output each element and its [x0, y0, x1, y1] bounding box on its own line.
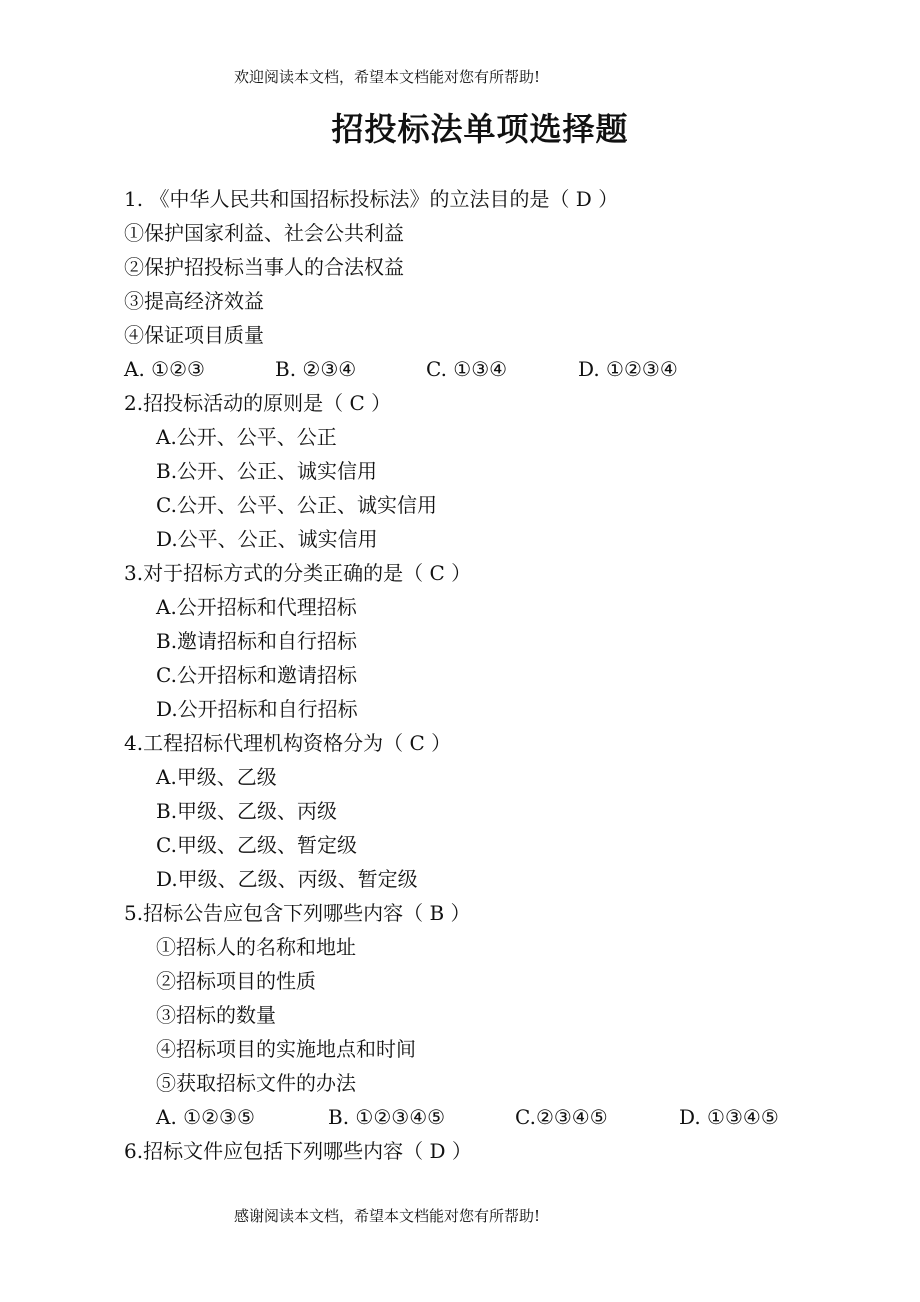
- choice-d: D. ①③④⑤: [679, 1105, 779, 1129]
- question-4-option: C.甲级、乙级、暂定级: [156, 833, 357, 857]
- question-list: [124, 182, 844, 1168]
- choice-a: A. ①②③: [124, 357, 205, 381]
- header-note: 欢迎阅读本文档，希望本文档能对您有所帮助!: [234, 68, 541, 86]
- question-3-option: D.公开招标和自行招标: [156, 697, 358, 721]
- question-2-option: A.公开、公平、公正: [156, 425, 337, 449]
- question-1-choices: [124, 352, 844, 386]
- footer-note: 感谢阅读本文档，希望本文档能对您有所帮助!: [234, 1207, 541, 1225]
- question-5-item: ①招标人的名称和地址: [156, 935, 356, 959]
- question-3-stem: 3.对于招标方式的分类正确的是（ C ）: [124, 561, 472, 585]
- question-1-item: ④保证项目质量: [124, 323, 264, 347]
- question-1-item: ②保护招投标当事人的合法权益: [124, 255, 404, 279]
- question-4-stem: 4.工程招标代理机构资格分为（ C ）: [124, 731, 452, 755]
- question-6-stem: 6.招标文件应包括下列哪些内容（ D ）: [124, 1139, 472, 1163]
- question-5-item: ④招标项目的实施地点和时间: [156, 1037, 416, 1061]
- question-3-option: B.邀请招标和自行招标: [156, 629, 358, 653]
- question-5-item: ②招标项目的性质: [156, 969, 316, 993]
- question-2-option: C.公开、公平、公正、诚实信用: [156, 493, 437, 517]
- question-3-option: C.公开招标和邀请招标: [156, 663, 357, 687]
- choice-a: A. ①②③⑤: [156, 1105, 255, 1129]
- question-5-item: ③招标的数量: [156, 1003, 276, 1027]
- choice-b: B. ①②③④⑤: [328, 1105, 446, 1129]
- question-4-option: A.甲级、乙级: [156, 765, 277, 789]
- choice-c: C. ①③④: [426, 357, 508, 381]
- question-1-item: ①保护国家利益、社会公共利益: [124, 221, 404, 245]
- choice-b: B. ②③④: [275, 357, 357, 381]
- question-2-option: D.公平、公正、诚实信用: [156, 527, 378, 551]
- question-1-stem: 1. 《中华人民共和国招标投标法》的立法目的是（ D ）: [124, 187, 619, 211]
- question-5-stem: 5.招标公告应包含下列哪些内容（ B ）: [124, 901, 471, 925]
- question-4-option: D.甲级、乙级、丙级、暂定级: [156, 867, 418, 891]
- question-5-item: ⑤获取招标文件的办法: [156, 1071, 356, 1095]
- question-1-item: ③提高经济效益: [124, 289, 264, 313]
- question-5-choices: [124, 1100, 844, 1134]
- choice-d: D. ①②③④: [578, 357, 678, 381]
- question-2-stem: 2.招投标活动的原则是（ C ）: [124, 391, 392, 415]
- question-4-option: B.甲级、乙级、丙级: [156, 799, 338, 823]
- question-2-option: B.公开、公正、诚实信用: [156, 459, 378, 483]
- question-3-option: A.公开招标和代理招标: [156, 595, 357, 619]
- choice-c: C.②③④⑤: [515, 1105, 608, 1129]
- document-title: 招投标法单项选择题: [331, 110, 629, 148]
